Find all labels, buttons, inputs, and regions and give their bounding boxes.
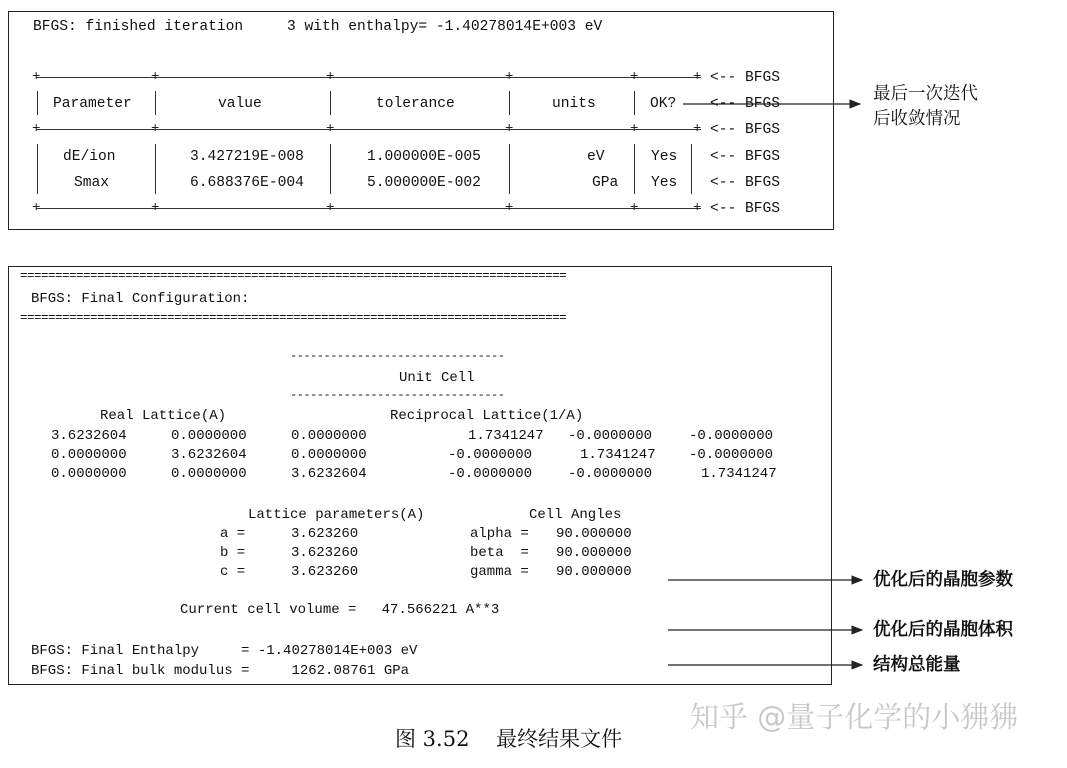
watermark: 知乎 @量子化学的小狒狒 [690,700,1019,734]
row1-ok: Yes [651,149,678,165]
lattice-cell: -0.0000000 [689,428,774,444]
real-lattice-label: Real Lattice(A) [100,408,227,424]
row1-units: eV [587,149,605,165]
table-corner: + [693,121,702,137]
table-corner: + [630,69,639,85]
unit-cell-dash: -------------------------------- [290,388,505,402]
angle-gamma-value: 90.000000 [556,564,632,580]
lattice-cell: 1.7341247 [468,428,544,444]
row1-tolerance: 1.000000E-005 [367,149,481,165]
separator-equals: ============================================================================== [20,269,567,283]
param-a-value: 3.623260 [291,526,359,542]
angle-alpha-name: alpha = [470,526,529,542]
table-corner: + [326,121,335,137]
lattice-params-label: Lattice parameters(A) [248,507,425,523]
annotation-optimized-params: 优化后的晶胞参数 [873,570,1013,590]
lattice-cell: 1.7341247 [580,447,656,463]
reciprocal-lattice-label: Reciprocal Lattice(1/A) [390,408,584,424]
bfgs-tag: <-- BFGS [710,96,781,112]
bfgs-tag: <-- BFGS [710,201,781,217]
lattice-cell: 0.0000000 [51,447,127,463]
table-corner: + [32,121,41,137]
header-tolerance: tolerance [376,96,455,112]
final-enthalpy-line: BFGS: Final Enthalpy = -1.40278014E+003 eV [31,643,418,659]
annotation-convergence-line2: 后收敛情况 [873,109,961,129]
lattice-cell: -0.0000000 [568,466,653,482]
param-b-value: 3.623260 [291,545,359,561]
lattice-cell: 3.6232604 [171,447,247,463]
table-corner: + [505,121,514,137]
row2-parameter: Smax [74,175,110,191]
lattice-cell: 0.0000000 [51,466,127,482]
table-corner: + [326,69,335,85]
header-value: value [218,96,262,112]
header-units: units [552,96,596,112]
table-corner: + [505,200,514,216]
header-parameter: Parameter [53,96,132,112]
bfgs-tag: <-- BFGS [710,70,781,86]
row2-ok: Yes [651,175,678,191]
figure-caption: 图 3.52 最终结果文件 [395,727,623,751]
row1-parameter: dE/ion [63,149,116,165]
bfgs-iteration-header: BFGS: finished iteration 3 with enthalpy= -1.40278014E+003 eV [33,19,603,35]
table-corner: + [151,121,160,137]
lattice-cell: 0.0000000 [171,428,247,444]
table-corner: + [693,200,702,216]
table-corner: + [693,69,702,85]
table-corner: + [326,200,335,216]
header-ok: OK? [650,96,677,112]
row2-tolerance: 5.000000E-002 [367,175,481,191]
lattice-cell: -0.0000000 [448,466,533,482]
angle-beta-value: 90.000000 [556,545,632,561]
param-c-name: c = [220,564,246,580]
unit-cell-title: Unit Cell [399,370,475,386]
param-b-name: b = [220,545,246,561]
lattice-cell: 0.0000000 [291,447,367,463]
table-corner: + [32,69,41,85]
row1-value: 3.427219E-008 [190,149,304,165]
param-a-name: a = [220,526,246,542]
lattice-cell: -0.0000000 [689,447,774,463]
final-config-title: BFGS: Final Configuration: [31,291,250,307]
lattice-cell: 3.6232604 [291,466,367,482]
lattice-cell: 0.0000000 [291,428,367,444]
bfgs-tag: <-- BFGS [710,122,781,138]
lattice-cell: -0.0000000 [448,447,533,463]
table-corner: + [630,200,639,216]
table-corner: + [505,69,514,85]
bfgs-tag: <-- BFGS [710,175,781,191]
table-corner: + [151,69,160,85]
table-corner: + [32,200,41,216]
cell-angles-label: Cell Angles [529,507,622,523]
unit-cell-dash: -------------------------------- [290,349,505,363]
annotation-convergence-line1: 最后一次迭代 [873,84,978,104]
table-corner: + [151,200,160,216]
separator-equals: ============================================================================== [20,311,567,325]
lattice-cell: 0.0000000 [171,466,247,482]
bfgs-tag: <-- BFGS [710,149,781,165]
lattice-cell: 1.7341247 [701,466,777,482]
cell-volume-line: Current cell volume = 47.566221 A**3 [180,602,500,618]
lattice-cell: 3.6232604 [51,428,127,444]
annotation-total-energy: 结构总能量 [873,655,961,675]
angle-alpha-value: 90.000000 [556,526,632,542]
param-c-value: 3.623260 [291,564,359,580]
angle-gamma-name: gamma = [470,564,529,580]
bulk-modulus-line: BFGS: Final bulk modulus = 1262.08761 GPa [31,663,410,679]
row2-value: 6.688376E-004 [190,175,304,191]
lattice-cell: -0.0000000 [568,428,653,444]
row2-units: GPa [592,175,619,191]
angle-beta-name: beta = [470,545,529,561]
annotation-optimized-volume: 优化后的晶胞体积 [873,620,1013,640]
table-corner: + [630,121,639,137]
